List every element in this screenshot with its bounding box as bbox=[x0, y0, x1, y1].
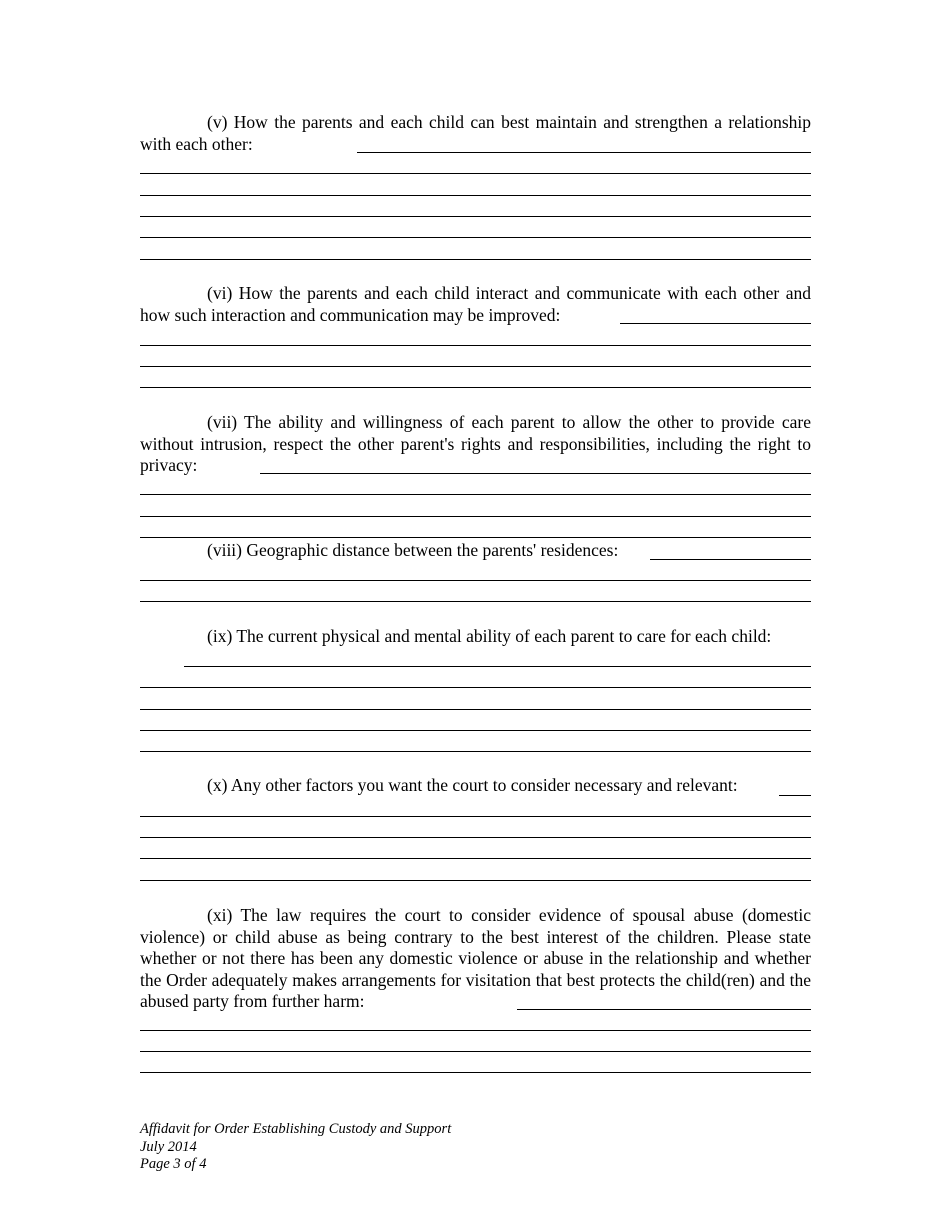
answer-v-inline-line[interactable] bbox=[357, 152, 811, 153]
section-v bbox=[140, 112, 811, 155]
section-x bbox=[140, 775, 811, 797]
answer-v-line[interactable] bbox=[140, 173, 811, 174]
answer-vi-line[interactable] bbox=[140, 366, 811, 367]
question-viii-text: (viii) Geographic distance between the parents' residences: bbox=[207, 540, 619, 560]
answer-vi-inline-line[interactable] bbox=[620, 323, 811, 324]
footer-page-number: Page 3 of 4 bbox=[140, 1156, 207, 1172]
answer-ix-line[interactable] bbox=[140, 709, 811, 710]
section-vii bbox=[140, 412, 811, 477]
answer-vi-line[interactable] bbox=[140, 387, 811, 388]
answer-x-inline-line[interactable] bbox=[779, 795, 811, 796]
question-xi-text: (xi) The law requires the court to consider evidence of spousal abuse (domestic violence) or child abuse as being contrary to the best interest of the children. Please state whether or not there has been any domestic violence or abuse in the relationship and whether the Order adequately makes arrangements for visitation that best protects the child(ren) and the abused party from further harm: bbox=[140, 905, 811, 1011]
question-x-text: (x) Any other factors you want the court to consider necessary and relevant: bbox=[207, 775, 738, 795]
answer-ix-line[interactable] bbox=[140, 687, 811, 688]
answer-x-line[interactable] bbox=[140, 816, 811, 817]
section-ix bbox=[140, 626, 811, 648]
section-vi bbox=[140, 283, 811, 326]
answer-viii-line[interactable] bbox=[140, 601, 811, 602]
answer-v-line[interactable] bbox=[140, 195, 811, 196]
answer-vii-inline-line[interactable] bbox=[260, 473, 811, 474]
answer-v-line[interactable] bbox=[140, 216, 811, 217]
answer-x-line[interactable] bbox=[140, 837, 811, 838]
answer-viii-line[interactable] bbox=[140, 580, 811, 581]
answer-ix-line[interactable] bbox=[140, 730, 811, 731]
page-footer bbox=[140, 1121, 451, 1174]
answer-viii-inline-line[interactable] bbox=[650, 559, 811, 560]
question-v-text: (v) How the parents and each child can best maintain and strengthen a relationship with each other: bbox=[140, 112, 811, 154]
question-ix-text: (ix) The current physical and mental ability of each parent to care for each child: bbox=[207, 626, 772, 646]
answer-v-line[interactable] bbox=[140, 259, 811, 260]
answer-v-line[interactable] bbox=[140, 237, 811, 238]
answer-x-line[interactable] bbox=[140, 880, 811, 881]
answer-ix-inline-line[interactable] bbox=[184, 666, 811, 667]
answer-xi-line[interactable] bbox=[140, 1051, 811, 1052]
answer-vii-line[interactable] bbox=[140, 494, 811, 495]
answer-vii-line[interactable] bbox=[140, 516, 811, 517]
footer-form-title: Affidavit for Order Establishing Custody and Support bbox=[140, 1121, 452, 1137]
question-vi-text: (vi) How the parents and each child interact and communicate with each other and how such interaction and communication may be improved: bbox=[140, 283, 811, 325]
answer-ix-line[interactable] bbox=[140, 751, 811, 752]
answer-xi-inline-line[interactable] bbox=[517, 1009, 811, 1010]
question-vii-text: (vii) The ability and willingness of each parent to allow the other to provide care without intrusion, respect the other parent's rights and responsibilities, including the right to privacy: bbox=[140, 412, 811, 475]
answer-vii-line[interactable] bbox=[140, 537, 811, 538]
answer-vi-line[interactable] bbox=[140, 345, 811, 346]
answer-xi-line[interactable] bbox=[140, 1030, 811, 1031]
section-xi bbox=[140, 905, 811, 1013]
answer-xi-line[interactable] bbox=[140, 1072, 811, 1073]
footer-date: July 2014 bbox=[140, 1138, 197, 1155]
answer-x-line[interactable] bbox=[140, 858, 811, 859]
